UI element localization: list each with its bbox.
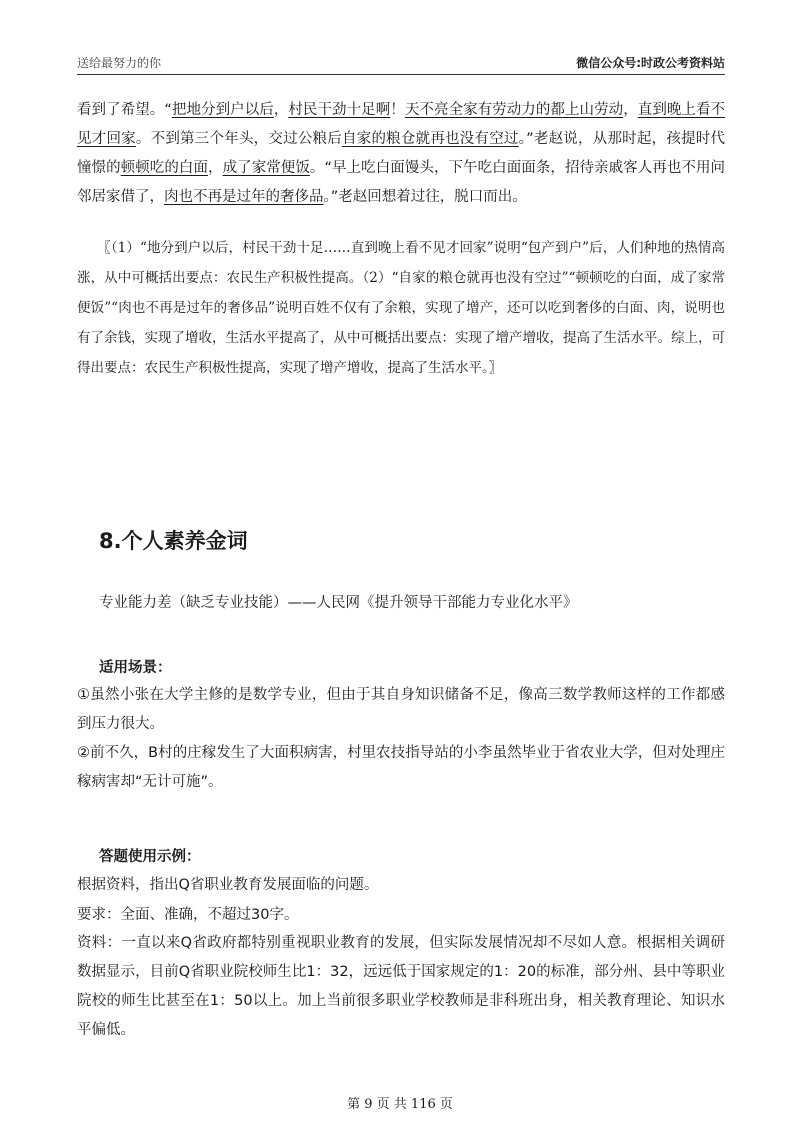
text-run: 看到了希望。“ [77,102,172,118]
underlined-phrase: 直到晚上看不见才回家 [77,102,726,147]
scene-label: 适用场景： [99,660,172,676]
underlined-phrase: 天不亮全家有劳动力的都上山劳动 [404,102,624,118]
page-footer: 第 9 页 共 116 页 [347,1097,453,1112]
scene-example-1: ①虽然小张在大学主修的是数学专业，但由于其自身知识储备不足，像高三数学教师这样的工作都感到压力很大。 [77,687,725,732]
underlined-phrase: 肉也不再是过年的奢侈品 [164,189,324,205]
page-header [77,52,725,75]
requirement-text: 要求：全面、准确，不超过30字。 [77,907,299,923]
section-title: 8.个人素养金词 [99,529,248,553]
scene-example-2: ②前不久，B村的庄稼发生了大面积病害，村里农技指导站的小李虽然毕业于省农业大学，但对处理庄稼病害却“无计可施”。 [77,745,725,790]
text-run: ， [273,102,289,118]
underlined-phrase: 村民干劲十足啊 [288,102,391,118]
header-right-text: 微信公众号:时政公考资料站 [576,56,725,70]
text-run: 。不到第三个年头，交过公粮后 [135,131,342,147]
text-run: ！ [390,102,405,118]
text-run: ， [208,160,223,176]
underlined-phrase: 顿顿吃的白面 [120,160,209,176]
analysis-paragraph: 〖（1）“地分到户以后，村民干劲十足……直到晚上看不见才回家”说明“包产到户”后，人们种地的热情高涨，从中可概括出要点：农民生产积极性提高。（2）“自家的粮仓就再也没有空过”“顿顿吃的白面，成了家常便饭”“肉也不再是过年的奢侈品”说明百姓不仅有了余粮，实现了增产，还可以吃到奢侈的白面、肉，说明也有了余钱，实现了增收，生活水平提高了，从中可概括出要点：实现了增产增收，提高了生活水平。综上，可得出要点：农民生产积极性提高，实现了增产增收，提高了生活水平。〗 [77,240,725,376]
material-text: 资料：一直以来Q省政府都特别重视职业教育的发展，但实际发展情况却不尽如人意。根据相关调研数据显示，目前Q省职业院校师生比1：32，远远低于国家规定的1：20的标准，部分州、县中等职业院校的师生比甚至在1：50以上。加上当前很多职业学校教师是非科班出身，相关教育理论、知识水平偏低。 [77,935,725,1038]
text-run: 。”老赵说，从那时起，孩提时代憧憬的 [77,131,726,176]
quote-paragraph [77,96,725,212]
text-run: 。“早上吃白面馒头，下午吃白面面条，招待亲戚客人再也不用问邻居家借了， [77,160,726,205]
underlined-phrase: 把地分到户以后 [171,102,274,118]
underlined-phrase: 自家的粮仓就再也没有空过 [342,131,519,147]
underlined-phrase: 成了家常便饭 [222,160,310,176]
text-run: 。”老赵回想着过往，脱口而出。 [323,189,527,205]
section-subtitle: 专业能力差（缺乏专业技能）——人民网《提升领导干部能力专业化水平》 [99,595,578,611]
question-text: 根据资料，指出Q省职业教育发展面临的问题。 [77,877,379,893]
text-run: ， [623,102,638,118]
example-label: 答题使用示例： [99,849,201,865]
header-left-text: 送给最努力的你 [77,56,162,70]
